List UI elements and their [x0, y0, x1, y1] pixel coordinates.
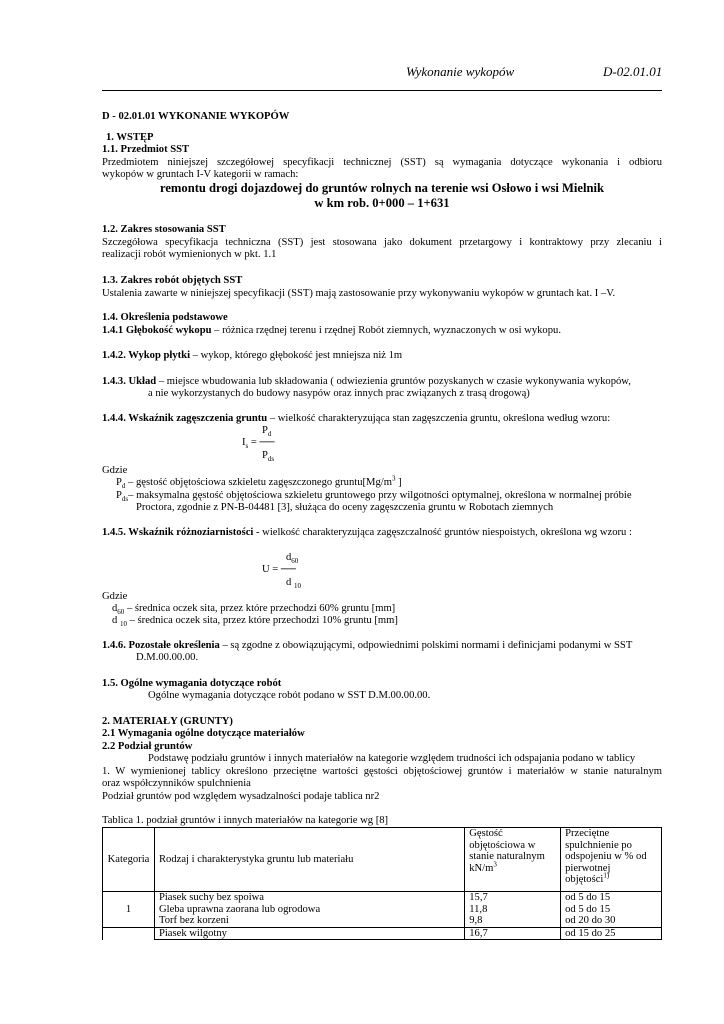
- section-2-2-line3: oraz współczynników spulchnienia: [102, 778, 251, 789]
- section-1-4-heading: 1.4. Określenia podstawowe: [102, 312, 228, 323]
- definition-1-4-3: [102, 376, 631, 388]
- cell-rodzaj: Piasek wilgotny: [154, 927, 464, 940]
- cell-rodzaj: Piasek suchy bez spoiwa Gleba uprawna zaorana lub ogrodowa Torf bez korzeni: [154, 892, 464, 928]
- definition-1-4-4: [102, 413, 610, 425]
- section-2-1-heading: 2.1 Wymagania ogólne dotyczące materiałów: [102, 728, 305, 739]
- header-spulchnienie: Przeciętne spulchnienie po odspojeniu w % od pierwotnej objętości$^{1)}$: [561, 828, 662, 892]
- d10-definition: d $_{10}$ – średnica oczek sita, przez które przechodzi 10% gruntu [mm]: [112, 615, 398, 629]
- formula-2-lhs: U = ──: [262, 564, 296, 575]
- definition-1-4-4-text: – wielkość charakteryzująca stan zagęszczenia gruntu, określona według wzoru:: [267, 413, 611, 424]
- definition-1-4-3-line2: a nie wykorzystanych do budowy nasypów oraz innych prac związanych z trasą drogową): [148, 388, 530, 399]
- definition-1-4-3-term: 1.4.3. Układ: [102, 376, 157, 387]
- definition-1-4-2-text: – wykop, którego głębokość jest mniejsza niż 1m: [190, 350, 403, 361]
- formula-2-denominator: d $_{10}$: [286, 577, 301, 591]
- pd-definition: $P_d$ – gęstość objętościowa szkieletu zagęszczonego $gruntu[Mg/m^3$ ]: [116, 474, 402, 491]
- cell-gestosc: 15,7 11,8 9,8: [465, 892, 561, 928]
- section-2-2-line4: Podział gruntów pod względem wysadzalności podaje tablica nr2: [102, 791, 380, 802]
- section-2-heading: 2. MATERIAŁY (GRUNTY): [102, 716, 233, 727]
- definition-1-4-1: [102, 325, 561, 337]
- definition-1-4-5-term: 1.4.5. Wskaźnik różnoziarnistości: [102, 527, 254, 538]
- formula-1-lhs: $I_s$ = ──: [242, 437, 275, 451]
- definition-1-4-6-term: 1.4.6. Pozostałe określenia: [102, 640, 220, 651]
- project-name-line1: remontu drogi dojazdowej do gruntów rolnych na terenie wsi Osłowo i wsi Mielnik: [159, 181, 605, 195]
- section-1-3-heading: 1.3. Zakres robót objętych SST: [102, 275, 243, 286]
- project-name-line2: w km rob. 0+000 – 1+631: [314, 196, 450, 210]
- header-gestosc: Gęstość objętościowa w stanie naturalnym $kN/m^3$: [465, 828, 561, 892]
- section-1-2-line1: Szczegółowa specyfikacja techniczna (SST) jest stosowana jako dokument przetargowy i kontraktowy przy zlecaniu i: [102, 237, 662, 248]
- section-2-2-line1: Podstawę podziału gruntów i innych materiałów na kategorie względem trudności ich odspajania podano w tablicy: [148, 753, 636, 764]
- cell-gestosc: 16,7: [465, 927, 561, 940]
- formula-1-denominator: $P_{ds}$: [262, 450, 275, 464]
- section-1-5-heading: 1.5. Ogólne wymagania dotyczące robót: [102, 678, 282, 689]
- definition-1-4-4-term: 1.4.4. Wskaźnik zagęszczenia gruntu: [102, 413, 268, 424]
- table-row: [103, 892, 662, 928]
- cell-kategoria: 1: [103, 892, 155, 928]
- section-1-1-line1: Przedmiotem niniejszej szczegółowej specyfikacji technicznej (SST) są wymagania dotyczące wykonania i odbioru: [102, 157, 662, 168]
- definition-1-4-5: [102, 527, 632, 539]
- definition-1-4-6-line2: D.M.00.00.00.: [136, 652, 199, 663]
- definition-1-4-1-term: 1.4.1 Głębokość wykopu: [102, 325, 212, 336]
- definition-1-4-3-text: – miejsce wbudowania lub składowania ( odwiezienia gruntów pozyskanych w czasie wykonywania wykopów,: [156, 376, 631, 387]
- definition-1-4-6: [102, 640, 632, 652]
- gdzie-label-2: Gdzie: [102, 591, 128, 602]
- cell-spulchnienie: od 5 do 15 od 5 do 15 od 20 do 30: [561, 892, 662, 928]
- header-title: Wykonanie wykopów: [406, 64, 515, 79]
- section-1-3-line1: Ustalenia zawarte w niniejszej specyfikacji (SST) mają zastosowanie przy wykonywaniu wykopów w gruntach kat. I –V.: [102, 288, 616, 299]
- definition-1-4-2-term: 1.4.2. Wykop płytki: [102, 350, 191, 361]
- section-1-2-heading: 1.2. Zakres stosowania SST: [102, 224, 226, 235]
- header-code: D-02.01.01: [603, 64, 663, 79]
- definition-1-4-2: [102, 350, 402, 362]
- definition-1-4-1-text: – różnica rzędnej terenu i rzędnej Robót ziemnych, wyznaczonych w osi wykopu.: [211, 325, 561, 336]
- definition-1-4-5-text: - wielkość charakteryzująca zagęszczalność gruntów niespoistych, określona wg wzoru :: [253, 527, 632, 538]
- section-1-1-heading: 1.1. Przedmiot SST: [102, 144, 190, 155]
- section-2-2-line2: 1. W wymienionej tablicy określono przeciętne wartości gęstości objętościowej gruntów i materiałów w stanie naturalnym: [102, 766, 662, 777]
- definition-1-4-6-text: – są zgodne z obowiązującymi, odpowiednimi polskimi normami i definicjami podanymi w SST: [219, 640, 633, 651]
- table-caption: Tablica 1. podział gruntów i innych materiałów na kategorie wg [8]: [102, 815, 389, 826]
- header-rule: [102, 90, 662, 91]
- section-1-2-line2: realizacji robót wymienionych w pkt. 1.1: [102, 249, 277, 260]
- table-row: [103, 927, 662, 940]
- section-2-2-heading: 2.2 Podział gruntów: [102, 741, 193, 752]
- cell-kategoria: [103, 927, 155, 940]
- header-kategoria: Kategoria: [103, 828, 155, 892]
- header-rodzaj: Rodzaj i charakterystyka gruntu lub materiału: [154, 828, 464, 892]
- gdzie-label-1: Gdzie: [102, 465, 128, 476]
- pds-definition: $P_{ds}-$ maksymalna gęstość objętościowa szkieletu gruntowego przy wilgotności optymalnej, określona w normalnej próbie: [116, 490, 632, 504]
- formula-2-numerator: $d_{60}$: [286, 552, 299, 566]
- formula-1-numerator: $P_d$: [262, 425, 272, 439]
- cell-spulchnienie: od 15 do 25: [561, 927, 662, 940]
- document-title: D - 02.01.01 WYKONANIE WYKOPÓW: [102, 111, 290, 122]
- section-1-1-line2: wykopów w gruntach I-V kategorii w ramach:: [102, 169, 299, 180]
- soil-categories-table: [102, 827, 662, 940]
- section-1-5-line1: Ogólne wymagania dotyczące robót podano w SST D.M.00.00.00.: [148, 690, 431, 701]
- table-header-row: [103, 828, 662, 892]
- d60-definition: $d_{60}$ – średnica oczek sita, przez które przechodzi 60% gruntu [mm]: [112, 603, 396, 617]
- pds-definition-line2: Proctora, zgodnie z PN-B-04481 [3], służąca do oceny zagęszczenia gruntu w Robotach ziemnych: [136, 502, 554, 513]
- section-1-heading: 1. WSTĘP: [106, 132, 154, 143]
